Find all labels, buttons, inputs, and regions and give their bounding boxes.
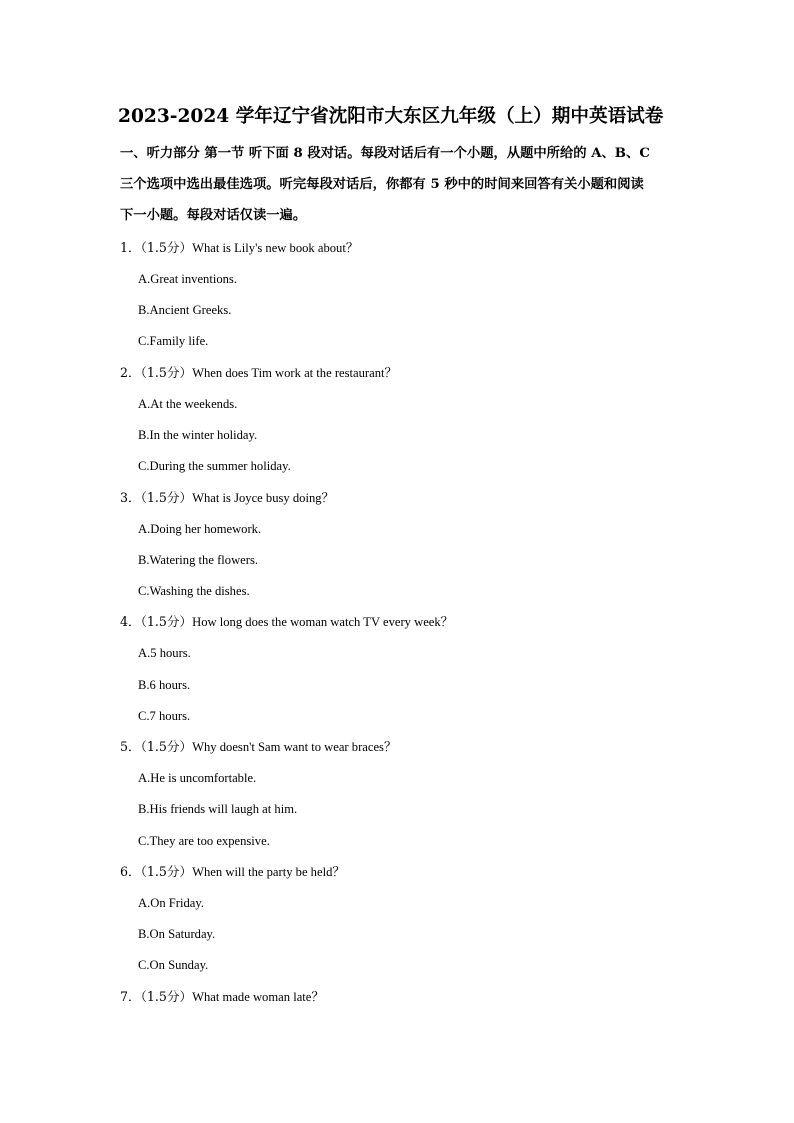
question-2-option-c: C.During the summer holiday. xyxy=(138,459,291,473)
question-text: When does Tim work at the restaurant？ xyxy=(192,366,398,380)
question-3 xyxy=(120,489,334,507)
question-5-option-b: B.His friends will laugh at him. xyxy=(138,802,298,816)
question-3-option-c: C.Washing the dishes. xyxy=(138,584,250,598)
question-6-option-c: C.On Sunday. xyxy=(138,958,209,972)
question-text: What made woman late？ xyxy=(192,990,324,1004)
question-number: 4．（1.5分） xyxy=(120,614,193,629)
question-6-option-a: A.On Friday. xyxy=(138,896,204,910)
question-number: 3．（1.5分） xyxy=(120,490,193,505)
question-text: When will the party be held？ xyxy=(192,865,345,879)
question-4-option-c: C.7 hours. xyxy=(138,709,191,723)
question-5-option-c: C.They are too expensive. xyxy=(138,834,270,848)
question-4-option-a: A.5 hours. xyxy=(138,646,191,660)
question-2-option-a: A.At the weekends. xyxy=(138,397,238,411)
question-2-option-b: B.In the winter holiday. xyxy=(138,428,258,442)
question-3-option-a: A.Doing her homework. xyxy=(138,522,262,536)
question-1 xyxy=(120,239,358,257)
question-1-option-b: B.Ancient Greeks. xyxy=(138,303,232,317)
page-title: 2023-2024 学年辽宁省沈阳市大东区九年级（上）期中英语试卷 xyxy=(118,106,664,127)
question-7 xyxy=(120,988,324,1006)
question-5-option-a: A.He is uncomfortable. xyxy=(138,771,257,785)
question-3-option-b: B.Watering the flowers. xyxy=(138,553,258,567)
question-2 xyxy=(120,364,397,382)
question-text: How long does the woman watch TV every week？ xyxy=(192,615,454,629)
question-5 xyxy=(120,738,397,756)
question-number: 6．（1.5分） xyxy=(120,864,193,879)
section-intro-line-2: 三个选项中选出最佳选项。听完每段对话后，你都有 5 秒中的时间来回答有关小题和阅读 xyxy=(120,177,644,192)
section-intro-line-1: 一、听力部分 第一节 听下面 8 段对话。每段对话后有一个小题，从题中所给的 A、B、C xyxy=(120,146,650,161)
question-number: 7．（1.5分） xyxy=(120,989,193,1004)
question-4-option-b: B.6 hours. xyxy=(138,678,191,692)
question-text: What is Lily's new book about？ xyxy=(192,241,359,255)
question-number: 1．（1.5分） xyxy=(120,240,193,255)
question-1-option-a: A.Great inventions. xyxy=(138,272,237,286)
section-intro-line-3: 下一小题。每段对话仅读一遍。 xyxy=(120,208,307,223)
question-text: Why doesn't Sam want to wear braces？ xyxy=(192,740,397,754)
question-number: 2．（1.5分） xyxy=(120,365,193,380)
question-6-option-b: B.On Saturday. xyxy=(138,927,216,941)
question-1-option-c: C.Family life. xyxy=(138,334,209,348)
question-text: What is Joyce busy doing？ xyxy=(192,491,335,505)
question-6 xyxy=(120,863,345,881)
question-number: 5．（1.5分） xyxy=(120,739,193,754)
question-4 xyxy=(120,613,453,631)
